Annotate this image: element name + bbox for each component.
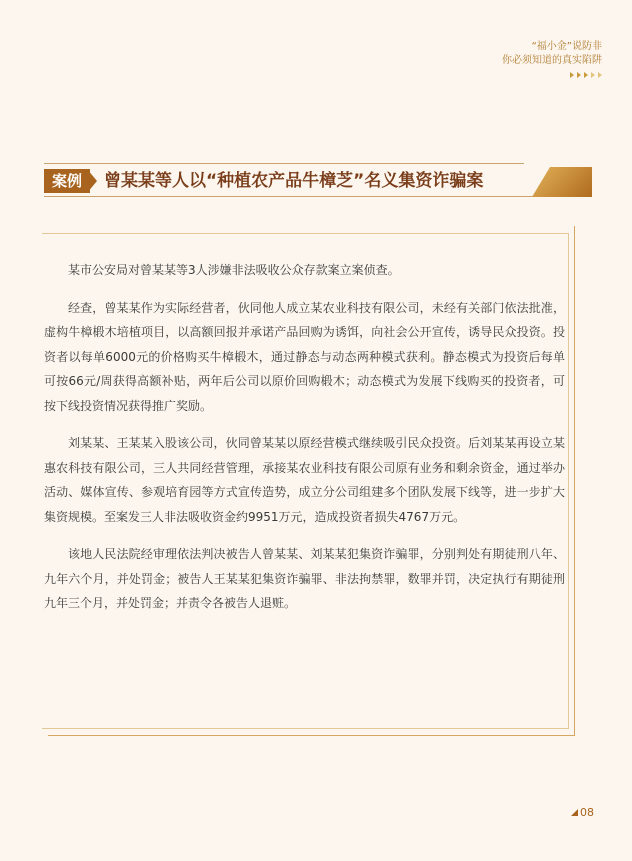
case-body (44, 258, 569, 629)
title-divider-bottom (44, 196, 589, 197)
page-number (571, 806, 594, 819)
header-brand (502, 40, 602, 78)
case-title-bar (44, 163, 589, 197)
header-line-1: “福小金”说防非 (531, 41, 602, 52)
paragraph-1: 某市公安局对曾某某等3人涉嫌非法吸收公众存款案立案侦查。 (68, 263, 400, 277)
paragraph-3: 刘某某、王某某入股该公司，伙同曾某某以原经营模式继续吸引民众投资。后刘某某再设立某惠农科技有限公司，三人共同经营管理，承接某农业科技有限公司原有业务和剩余资金，通过举办活动、媒体宣传、参观培育园等方式宣传造势，成立分公司组建多个团队发展下线等，进一步扩大集资规模。至案发三人非法吸收资金约9951万元，造成投资者损失4767万元。 (44, 436, 565, 524)
paragraph-4: 该地人民法院经审理依法判决被告人曾某某、刘某某犯集资诈骗罪，分别判处有期徒刑八年、九年六个月，并处罚金；被告人王某某犯集资诈骗罪、非法拘禁罪，数罪并罚，决定执行有期徒刑九年三个月，并处罚金；并责令各被告人退赃。 (44, 547, 565, 610)
case-badge: 案例 (44, 169, 90, 193)
header-line-2: 你必须知道的真实陷阱 (502, 55, 602, 66)
page-number-text: 08 (580, 806, 594, 819)
case-title: 曾某某等人以“种植农产品牛樟芝”名义集资诈骗案 (104, 171, 484, 191)
page-corner-icon (571, 809, 578, 816)
header-arrow-dots-icon (502, 72, 602, 78)
badge-arrow-icon (87, 169, 97, 193)
paragraph-2: 经查，曾某某作为实际经营者，伙同他人成立某农业科技有限公司，未经有关部门依法批准，虚构牛樟椴木培植项目，以高额回报并承诺产品回购为诱饵，向社会公开宣传，诱导民众投资。投资者以每单6000元的价格购买牛樟椴木，通过静态与动态两种模式获利。静态模式为投资后每单可按66元/周获得高额补贴，两年后公司以原价回购椴木；动态模式为发展下线购买的投资者，可按下线投资情况获得推广奖励。 (44, 300, 565, 413)
title-divider-top (44, 163, 524, 164)
